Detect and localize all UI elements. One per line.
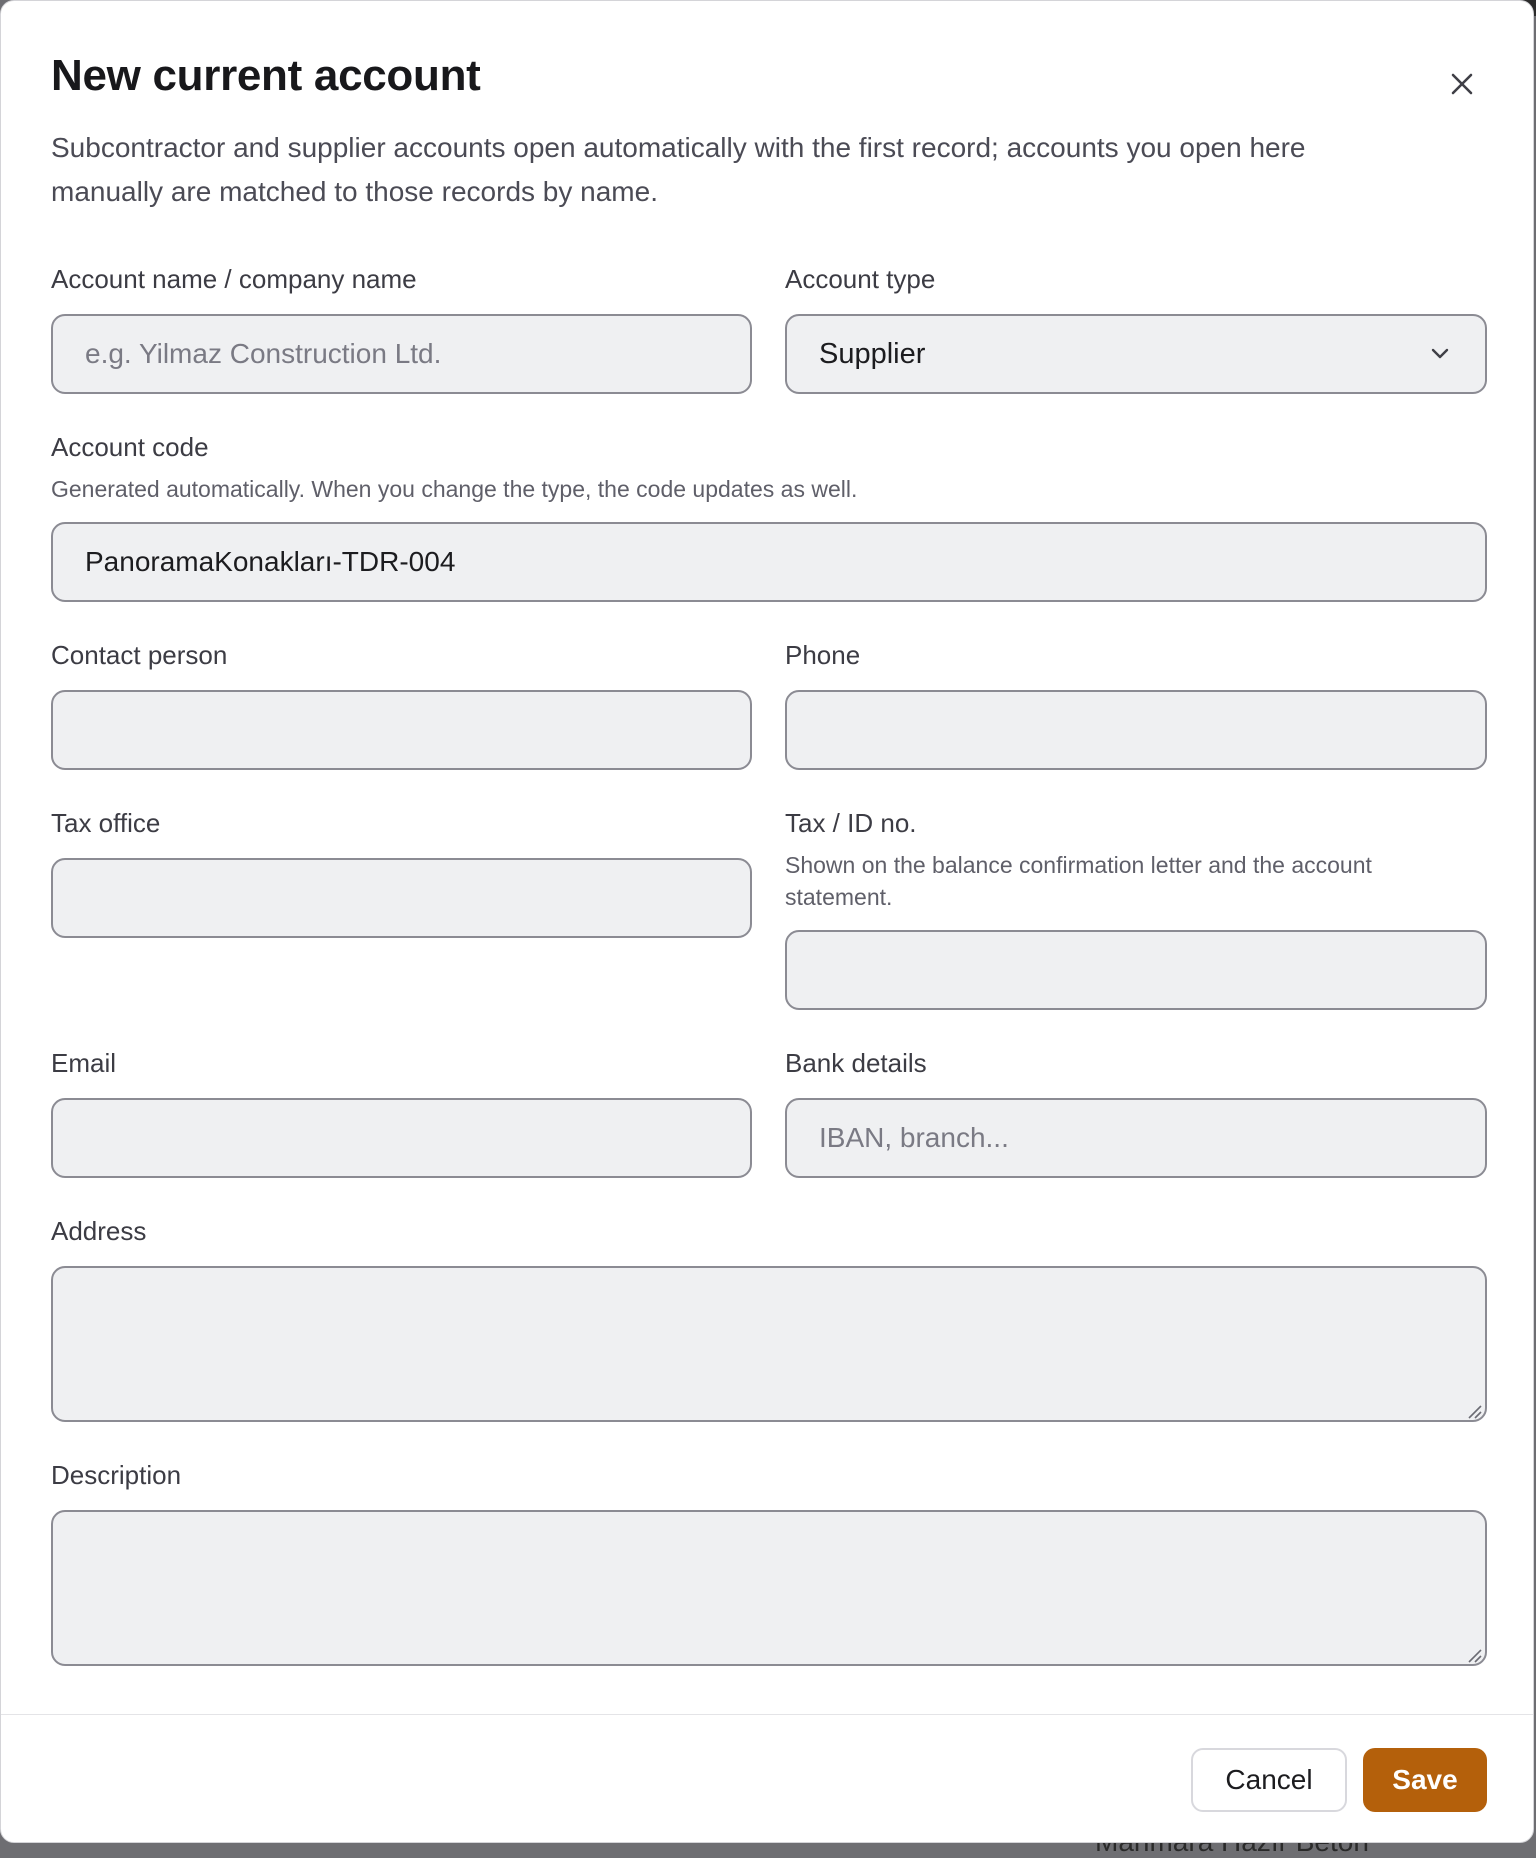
cancel-button[interactable]: Cancel [1191,1748,1347,1812]
account-code-label: Account code [51,432,209,462]
tax-office-input[interactable] [51,858,752,938]
bank-details-label: Bank details [785,1048,927,1078]
address-label: Address [51,1216,147,1246]
resize-grip-icon[interactable] [1465,1402,1483,1420]
account-code-hint: Generated automatically. When you change the type, the code updates as well. [51,476,858,502]
resize-grip-icon[interactable] [1465,1646,1483,1664]
description-textarea[interactable] [51,1510,1487,1666]
tax-id-input[interactable] [785,930,1487,1010]
phone-input[interactable] [785,690,1487,770]
email-input[interactable] [51,1098,752,1178]
footer-divider [1,1714,1533,1715]
tax-id-label: Tax / ID no. [785,808,917,838]
contact-person-label: Contact person [51,640,228,670]
dialog-subtitle: Subcontractor and supplier accounts open automatically with the first record; accounts you open here manually are matched to those records by name. [51,132,1306,207]
tax-office-label: Tax office [51,808,161,838]
account-type-value: Supplier [819,337,926,370]
chevron-down-icon [1427,341,1453,367]
account-name-input[interactable] [51,314,752,394]
address-textarea[interactable] [51,1266,1487,1422]
close-button[interactable] [1441,63,1483,105]
account-name-label: Account name / company name [51,264,417,294]
tax-id-hint: Shown on the balance confirmation letter and the account statement. [785,852,1372,910]
dialog-title: New current account [51,51,481,100]
bank-details-input[interactable] [785,1098,1487,1178]
description-label: Description [51,1460,182,1490]
phone-label: Phone [785,640,861,670]
account-type-label: Account type [785,264,936,294]
account-code-input[interactable] [51,522,1487,602]
save-button[interactable]: Save [1363,1748,1487,1812]
email-label: Email [51,1048,117,1078]
dialog-header [51,46,1391,214]
account-type-select[interactable] [785,314,1487,394]
close-icon [1441,63,1483,105]
contact-person-input[interactable] [51,690,752,770]
